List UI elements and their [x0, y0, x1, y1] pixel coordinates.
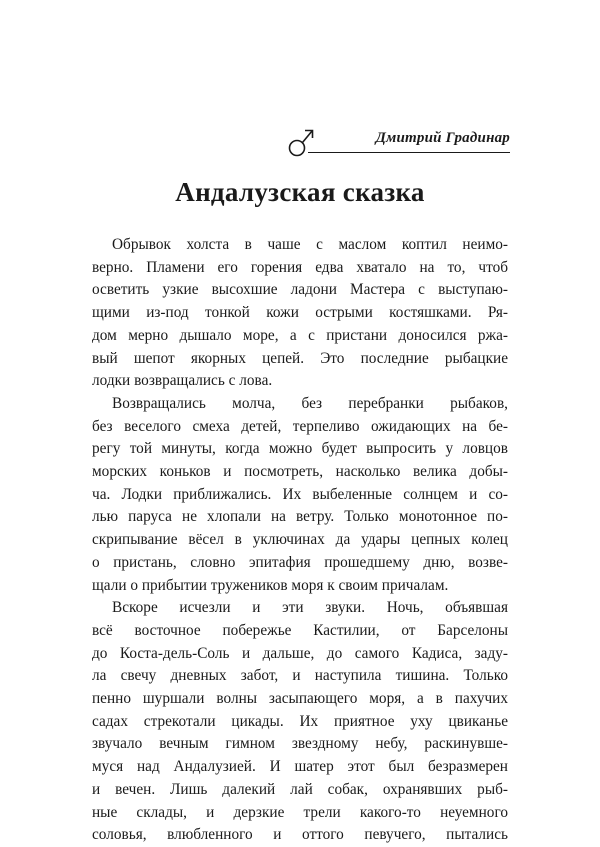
text-line: лодки возвращались с лова. [92, 372, 273, 390]
author-header [286, 126, 510, 162]
text-line: Вскоре исчезли и эти звуки. Ночь, объявшая [112, 599, 508, 617]
text-line: ла свечу дневных забот, и наступила тишина. Только [92, 667, 508, 685]
text-line: ные склады, и дерзкие трели какого-то неуемного [92, 803, 508, 821]
male-sign-icon [286, 126, 316, 160]
text-line: пенно шуршали волны засыпающего моря, а в пахучих [92, 690, 508, 708]
text-line: всё восточное побережье Кастилии, от Барселоны [92, 621, 508, 639]
text-line: Обрывок холста в чаше с маслом коптил неимо- [112, 236, 508, 253]
text-line: звучало вечным гимном звездному небу, раскинувше- [92, 735, 508, 753]
chapter-title: Андалузская сказка [175, 177, 425, 207]
text-line: скрипывание вёсел в уключинах да удары цепных колец [92, 531, 508, 549]
text-line: и вечен. Лишь далекий лай собак, охранявших рыб- [92, 780, 508, 798]
text-line: ча. Лодки приближались. Их выбеленные солнцем и со- [92, 485, 508, 503]
text-line: щали о прибытии тружеников моря к своим причалам. [92, 576, 449, 594]
text-line: лью паруса не хлопали на ветру. Только монотонное по- [92, 508, 508, 526]
text-line: Возвращались молча, без перебранки рыбаков, [112, 394, 508, 412]
text-line: щими из-под тонкой кожи острыми костяшками. Ря- [92, 304, 508, 322]
author-rule [308, 152, 510, 153]
text-line: осветить узкие высохшие ладони Мастера с выступаю- [92, 281, 508, 299]
text-line: верно. Пламени его горения едва хватало на то, чтоб [92, 258, 508, 276]
text-line: морских коньков и посмотреть, насколько велика добы- [92, 463, 508, 481]
text-line: регу той минуты, когда можно будет выпросить у ловцов [92, 440, 508, 458]
text-line: без веселого смеха детей, терпеливо ожидающих на бе- [92, 417, 508, 435]
paragraph [92, 393, 508, 597]
paragraph [92, 234, 508, 393]
body-text [92, 234, 508, 847]
text-line: садах стрекотали цикады. Их приятное уху цвиканье [92, 712, 508, 730]
paragraph [92, 597, 508, 847]
text-line: муся над Андалузией. И шатер этот был безразмерен [92, 758, 508, 776]
text-line: дом мерно дышало море, а с пристани доносился ржа- [92, 326, 508, 344]
text-line: о пристань, словно эпитафия прошедшему дню, возве- [92, 553, 508, 571]
text-line: соловья, влюбленного и оттого певучего, пытались [92, 826, 508, 844]
text-line: вый шепот якорных цепей. Это последние рыбацкие [92, 349, 508, 367]
author-name: Дмитрий Градинар [375, 130, 510, 146]
text-line: до Коста-дель-Соль и дальше, до самого Кадиса, заду- [92, 644, 508, 662]
